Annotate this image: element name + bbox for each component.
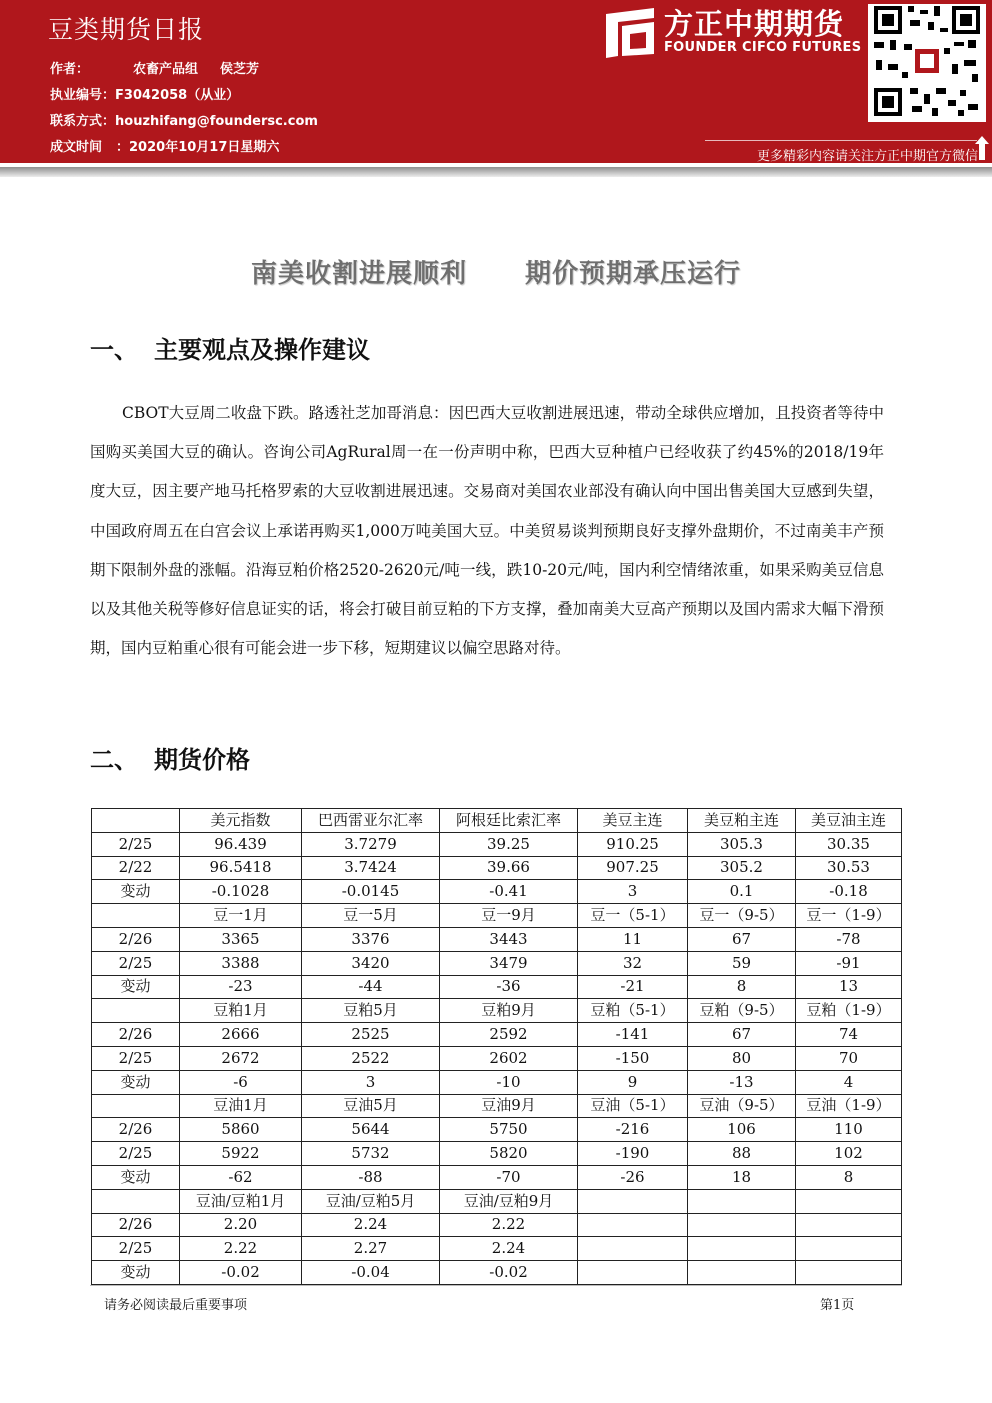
contact-line — [50, 110, 318, 129]
table-cell — [688, 1261, 796, 1285]
table-cell: 5644 — [302, 1118, 440, 1142]
table-row — [92, 856, 902, 880]
table-cell: -0.18 — [796, 880, 902, 904]
table-cell: 32 — [578, 951, 688, 975]
table-cell: 106 — [688, 1118, 796, 1142]
table-cell: -216 — [578, 1118, 688, 1142]
table-cell: -150 — [578, 1046, 688, 1070]
table-cell: 4 — [796, 1070, 902, 1094]
table-cell: 5820 — [440, 1142, 578, 1166]
report-title: 豆类期货日报 — [48, 15, 205, 44]
table-cell: 18 — [688, 1165, 796, 1189]
date-label: 成文时间 — [50, 140, 103, 155]
table-row — [92, 1213, 902, 1237]
table-cell — [796, 1189, 902, 1213]
table-cell: -0.02 — [440, 1261, 578, 1285]
row-label-cell: 变动 — [92, 975, 180, 999]
table-row — [92, 1070, 902, 1094]
table-cell: 59 — [688, 951, 796, 975]
table-cell: 88 — [688, 1142, 796, 1166]
row-label-cell: 2/25 — [92, 1142, 180, 1166]
table-cell: 102 — [796, 1142, 902, 1166]
table-cell: 5922 — [180, 1142, 302, 1166]
section-1-body — [90, 394, 884, 668]
table-row — [92, 904, 902, 928]
table-row — [92, 1023, 902, 1047]
table-cell — [796, 1261, 902, 1285]
footer-disclaimer: 请务必阅读最后重要事项 — [104, 1298, 248, 1313]
table-row — [92, 951, 902, 975]
table-cell: -6 — [180, 1070, 302, 1094]
table-cell: 2.27 — [302, 1237, 440, 1261]
table-row — [92, 1189, 902, 1213]
row-label-cell — [92, 1189, 180, 1213]
table-cell: -26 — [578, 1165, 688, 1189]
table-cell: 305.3 — [688, 832, 796, 856]
table-cell: 豆粕（1-9） — [796, 999, 902, 1023]
title-part-2: 期价预期承压运行 — [525, 259, 742, 289]
founder-logo-icon — [600, 4, 660, 60]
table-cell: 3 — [302, 1070, 440, 1094]
table-cell: -36 — [440, 975, 578, 999]
table-cell: 豆油9月 — [440, 1094, 578, 1118]
table-cell: 巴西雷亚尔汇率 — [302, 809, 440, 833]
table-cell: -91 — [796, 951, 902, 975]
date-line — [50, 136, 279, 155]
section-2-title: 期货价格 — [154, 746, 250, 774]
table-cell: 39.25 — [440, 832, 578, 856]
table-cell: 5732 — [302, 1142, 440, 1166]
table-cell: 2672 — [180, 1046, 302, 1070]
section-1-heading — [90, 330, 370, 365]
header-red-strip — [0, 0, 992, 4]
table-cell — [578, 1189, 688, 1213]
arrow-up-icon — [975, 136, 989, 160]
table-cell: 39.66 — [440, 856, 578, 880]
table-cell: 豆油1月 — [180, 1094, 302, 1118]
table-cell: 豆一1月 — [180, 904, 302, 928]
table-cell: 3365 — [180, 927, 302, 951]
table-cell: 3 — [578, 880, 688, 904]
row-label-cell: 2/25 — [92, 832, 180, 856]
table-cell: -141 — [578, 1023, 688, 1047]
row-label-cell: 2/25 — [92, 951, 180, 975]
table-cell — [688, 1189, 796, 1213]
row-label-cell: 变动 — [92, 1261, 180, 1285]
table-cell: 2.20 — [180, 1213, 302, 1237]
table-row — [92, 832, 902, 856]
table-cell: 2.22 — [180, 1237, 302, 1261]
table-cell: -62 — [180, 1165, 302, 1189]
table-cell: -0.02 — [180, 1261, 302, 1285]
table-cell — [688, 1237, 796, 1261]
license-label: 执业编号： — [50, 88, 116, 103]
table-cell: 豆油5月 — [302, 1094, 440, 1118]
table-cell: 3420 — [302, 951, 440, 975]
row-label-cell: 2/26 — [92, 927, 180, 951]
contact-email[interactable]: houzhifang@foundersc.com — [115, 114, 318, 129]
table-cell — [796, 1237, 902, 1261]
table-cell — [796, 1213, 902, 1237]
table-cell: -13 — [688, 1070, 796, 1094]
table-row — [92, 1142, 902, 1166]
table-row — [92, 999, 902, 1023]
report-header — [0, 0, 992, 163]
table-cell: 豆一（1-9） — [796, 904, 902, 928]
report-main-title — [0, 253, 992, 290]
row-label-cell: 2/26 — [92, 1213, 180, 1237]
table-row — [92, 975, 902, 999]
table-cell: 5750 — [440, 1118, 578, 1142]
table-cell: 305.2 — [688, 856, 796, 880]
futures-price-table — [91, 808, 902, 1285]
table-cell: -0.1028 — [180, 880, 302, 904]
section-2-number: 二、 — [90, 746, 138, 774]
table-cell: 3376 — [302, 927, 440, 951]
table-row — [92, 1165, 902, 1189]
table-cell: -78 — [796, 927, 902, 951]
table-cell: 2.22 — [440, 1213, 578, 1237]
table-cell: 豆一9月 — [440, 904, 578, 928]
table-cell: -0.41 — [440, 880, 578, 904]
table-cell: 96.5418 — [180, 856, 302, 880]
table-cell: 2602 — [440, 1046, 578, 1070]
table-cell: -0.04 — [302, 1261, 440, 1285]
table-cell: 2666 — [180, 1023, 302, 1047]
row-label-cell: 2/25 — [92, 1237, 180, 1261]
table-cell: 2525 — [302, 1023, 440, 1047]
table-cell: 豆粕1月 — [180, 999, 302, 1023]
row-label-cell: 变动 — [92, 1165, 180, 1189]
table-cell: -44 — [302, 975, 440, 999]
row-label-cell: 2/26 — [92, 1118, 180, 1142]
table-cell: 美豆主连 — [578, 809, 688, 833]
table-cell: 豆粕5月 — [302, 999, 440, 1023]
row-label-cell — [92, 1094, 180, 1118]
table-cell: 74 — [796, 1023, 902, 1047]
table-cell: 8 — [688, 975, 796, 999]
table-cell: 3.7424 — [302, 856, 440, 880]
table-cell: 30.53 — [796, 856, 902, 880]
table-cell: 80 — [688, 1046, 796, 1070]
contact-label: 联系方式： — [50, 114, 116, 129]
table-cell: 豆一（5-1） — [578, 904, 688, 928]
row-label-cell: 2/25 — [92, 1046, 180, 1070]
table-cell: 67 — [688, 927, 796, 951]
row-label-cell: 变动 — [92, 880, 180, 904]
table-cell: 70 — [796, 1046, 902, 1070]
table-row — [92, 1118, 902, 1142]
section-1-number: 一、 — [90, 336, 138, 364]
author-group: 农畜产品组 — [133, 62, 199, 77]
table-cell: 3.7279 — [302, 832, 440, 856]
table-cell: 8 — [796, 1165, 902, 1189]
table-cell: 豆粕（5-1） — [578, 999, 688, 1023]
table-cell — [578, 1213, 688, 1237]
follow-wechat-text: 更多精彩内容请关注方正中期官方微信 — [756, 149, 978, 164]
license-value: F3042058（从业） — [115, 88, 240, 103]
table-cell: -10 — [440, 1070, 578, 1094]
table-cell: 豆粕（9-5） — [688, 999, 796, 1023]
table-cell: 阿根廷比索汇率 — [440, 809, 578, 833]
table-cell: 3479 — [440, 951, 578, 975]
table-cell: 豆油（1-9） — [796, 1094, 902, 1118]
table-cell: -23 — [180, 975, 302, 999]
table-cell: 5860 — [180, 1118, 302, 1142]
author-name: 侯芝芳 — [220, 62, 260, 77]
table-cell: -21 — [578, 975, 688, 999]
table-cell — [578, 1261, 688, 1285]
table-cell: 30.35 — [796, 832, 902, 856]
table-cell: 13 — [796, 975, 902, 999]
footer-page-number: 第1页 — [820, 1298, 855, 1313]
table-cell: 9 — [578, 1070, 688, 1094]
table-cell: 豆油（5-1） — [578, 1094, 688, 1118]
table-row — [92, 880, 902, 904]
follow-underline — [705, 140, 977, 141]
table-cell: 豆粕9月 — [440, 999, 578, 1023]
table-cell: 豆油/豆粕5月 — [302, 1189, 440, 1213]
table-cell: 2.24 — [440, 1237, 578, 1261]
table-cell: 美豆油主连 — [796, 809, 902, 833]
date-value: ：2020年10月17日星期六 — [116, 140, 280, 155]
logo-text-cn: 方正中期期货 — [664, 7, 845, 41]
row-label-cell — [92, 904, 180, 928]
table-cell: -0.0145 — [302, 880, 440, 904]
table-cell: 3388 — [180, 951, 302, 975]
section-2-heading — [90, 740, 250, 775]
table-cell: 2522 — [302, 1046, 440, 1070]
table-cell: 豆油（9-5） — [688, 1094, 796, 1118]
section-1-title: 主要观点及操作建议 — [154, 336, 370, 364]
table-row — [92, 1094, 902, 1118]
table-cell: 910.25 — [578, 832, 688, 856]
table-cell: -88 — [302, 1165, 440, 1189]
table-cell: 美元指数 — [180, 809, 302, 833]
row-label-cell: 变动 — [92, 1070, 180, 1094]
title-part-1: 南美收割进展顺利 — [250, 259, 467, 289]
table-cell: 美豆粕主连 — [688, 809, 796, 833]
table-row — [92, 1261, 902, 1285]
table-cell: 110 — [796, 1118, 902, 1142]
license-line — [50, 84, 239, 103]
row-label-cell — [92, 809, 180, 833]
table-cell: 3443 — [440, 927, 578, 951]
table-cell: 豆一5月 — [302, 904, 440, 928]
table-cell: 67 — [688, 1023, 796, 1047]
row-label-cell — [92, 999, 180, 1023]
table-row — [92, 809, 902, 833]
table-row — [92, 1046, 902, 1070]
table-cell — [578, 1237, 688, 1261]
table-cell: 2592 — [440, 1023, 578, 1047]
row-label-cell: 2/26 — [92, 1023, 180, 1047]
header-grey-strip — [0, 167, 992, 177]
table-cell: 2.24 — [302, 1213, 440, 1237]
logo-text-en: FOUNDER CIFCO FUTURES — [664, 40, 862, 55]
author-label: 作者： — [50, 62, 90, 77]
table-cell: -70 — [440, 1165, 578, 1189]
table-row — [92, 1237, 902, 1261]
table-cell: 0.1 — [688, 880, 796, 904]
author-line — [50, 58, 259, 77]
table-cell: 豆一（9-5） — [688, 904, 796, 928]
table-cell: -190 — [578, 1142, 688, 1166]
footer-divider — [90, 1285, 902, 1286]
table-cell — [688, 1213, 796, 1237]
qr-code-icon[interactable] — [868, 0, 986, 122]
table-cell: 豆油/豆粕9月 — [440, 1189, 578, 1213]
table-cell: 11 — [578, 927, 688, 951]
row-label-cell: 2/22 — [92, 856, 180, 880]
summary-paragraph: CBOT大豆周二收盘下跌。路透社芝加哥消息：因巴西大豆收割进展迅速，带动全球供应增加，且投资者等待中国购买美国大豆的确认。咨询公司AgRural周一在一份声明中称，巴西大豆种植户已经收获了约45%的2018/19年度大豆，因主要产地马托格罗索的大豆收割进展迅速。交易商对美国农业部没有确认向中国出售美国大豆感到失望，中国政府周五在白宫会议上承诺再购买1,000万吨美国大豆。中美贸易谈判预期良好支撑外盘期价，不过南美丰产预期下限制外盘的涨幅。沿海豆粕价格2520-2620元/吨一线，跌10-20元/吨，国内利空情绪浓重，如果采购美豆信息以及其他关税等修好信息证实的话，将会打破目前豆粕的下方支撑，叠加南美大豆高产预期以及国内需求大幅下滑预期，国内豆粕重心很有可能会进一步下移，短期建议以偏空思路对待。 — [90, 404, 884, 658]
table-cell: 96.439 — [180, 832, 302, 856]
table-cell: 豆油/豆粕1月 — [180, 1189, 302, 1213]
table-row — [92, 927, 902, 951]
table-cell: 907.25 — [578, 856, 688, 880]
